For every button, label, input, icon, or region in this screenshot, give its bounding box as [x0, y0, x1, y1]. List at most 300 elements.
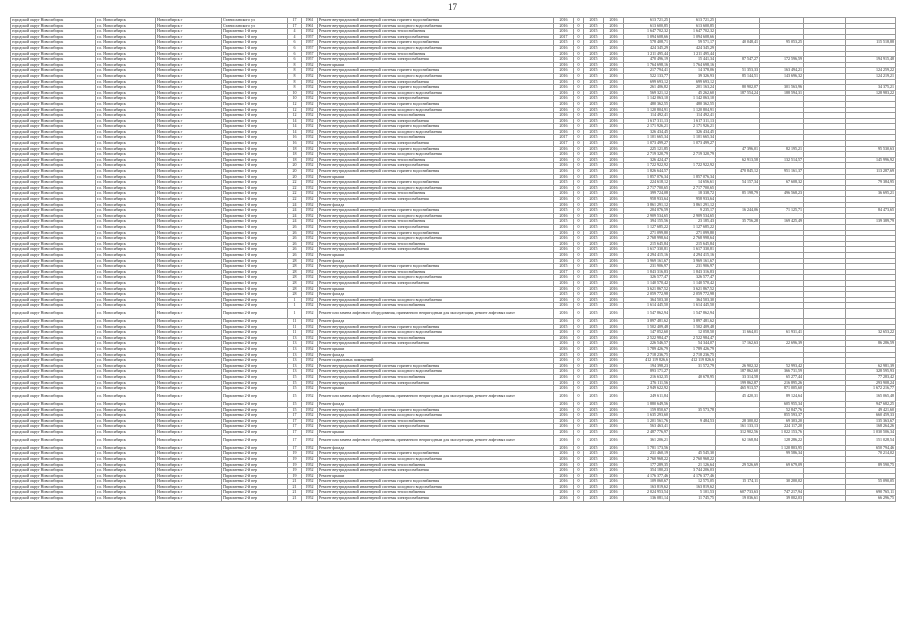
table-cell-year_plan: 2015 [584, 146, 604, 152]
table-cell-unit: 0 [574, 456, 584, 462]
table-cell-unit: 0 [574, 197, 584, 203]
table-cell-work_type: Ремонт фасада [318, 258, 554, 264]
table-cell-sum_e: 32 653,22 [846, 330, 896, 336]
table-cell-sum_total: 1 647 702,32 [624, 29, 670, 35]
table-cell-year_from: 2016 [554, 236, 574, 242]
table-cell-built: 1952 [302, 129, 318, 135]
table-cell-year_from: 2016 [554, 113, 574, 119]
table-cell-sum_total: 271 099,80 [624, 230, 670, 236]
table-cell-settlement: г.о. Новосибирск [96, 407, 156, 413]
table-cell-work_type: Ремонт внутридомовой инженерной системы теплоснабжения [318, 29, 554, 35]
table-cell-year_plan: 2015 [584, 124, 604, 130]
table-cell-unit: 0 [574, 45, 584, 51]
table-cell-municipality: городской округ Новосибирск [11, 169, 96, 175]
table-cell-sum_total: 163 819,62 [624, 484, 670, 490]
table-cell-work_type: Ремонт внутридомовой инженерной системы горячего водоснабжения [318, 146, 554, 152]
table-cell-year_to: 2016 [604, 391, 624, 401]
table-cell-year_plan: 2015 [584, 180, 604, 186]
table-cell-sum_total: 4 176 377,46 [624, 473, 670, 479]
table-cell-sum_e: 70 214,02 [846, 451, 896, 457]
table-cell-settlement: г.о. Новосибирск [96, 34, 156, 40]
table-cell-work_type: Ремонт внутридомовой инженерной системы горячего водоснабжения [318, 208, 554, 214]
table-cell-year_to: 2016 [604, 197, 624, 203]
table-cell-settlement: г.о. Новосибирск [96, 96, 156, 102]
table-cell-unit: 0 [574, 252, 584, 258]
table-cell-locality: Новосибирск г [156, 141, 222, 147]
table-cell-sum_c: 224 117,20 [760, 424, 804, 430]
table-cell-house: 17 [288, 418, 302, 424]
table-cell-house: 17 [288, 424, 302, 430]
table-cell-locality: Новосибирск г [156, 330, 222, 336]
table-cell-sum_total: 1 547 862,94 [624, 308, 670, 318]
table-cell-work_type: Ремонт фасада [318, 319, 554, 325]
table-cell-sum_c: 132 514,57 [760, 157, 804, 163]
table-cell-year_from: 2016 [554, 213, 574, 219]
table-cell-built: 1952 [302, 391, 318, 401]
table-cell-sum_e: 650 794,46 [846, 445, 896, 451]
table-cell-built: 1952 [302, 208, 318, 214]
table-cell-sum_c: 61 931,41 [760, 330, 804, 336]
table-cell-sum_e: 34 375,21 [846, 85, 896, 91]
table-cell-house: 22 [288, 197, 302, 203]
table-cell-sum_a: 364 503,30 [670, 297, 716, 303]
table-cell-year_from: 2016 [554, 369, 574, 375]
table-cell-year_from: 2016 [554, 468, 574, 474]
table-cell-work_type: Ремонт внутридомовой инженерной системы теплоснабжения [318, 418, 554, 424]
table-cell-built: 1952 [302, 258, 318, 264]
table-cell-year_from: 2017 [554, 34, 574, 40]
table-cell-unit: 0 [574, 308, 584, 318]
table-cell-sum_a: 18 338,72 [670, 191, 716, 197]
table-cell-house: 13 [288, 369, 302, 375]
table-cell-sum_a: 958 933,64 [670, 197, 716, 203]
table-cell-work_type: Ремонт внутридомовой инженерной системы теплоснабжения [318, 191, 554, 197]
table-cell-municipality: городской округ Новосибирск [11, 413, 96, 419]
table-cell-year_to: 2016 [604, 57, 624, 63]
table-cell-work_type: Ремонт внутридомовой инженерной системы электроснабжения [318, 57, 554, 63]
table-cell-sum_c: 301 563,96 [760, 85, 804, 91]
table-cell-sum_c: 188 594,31 [760, 90, 804, 96]
table-cell-year_from: 2016 [554, 429, 574, 435]
table-cell-house: 24 [288, 208, 302, 214]
table-cell-sum_total: 1 764 698,16 [624, 62, 670, 68]
table-cell-year_plan: 2015 [584, 169, 604, 175]
table-cell-sum_b: 187 554,24 [716, 90, 760, 96]
table-cell-locality: Новосибирск г [156, 341, 222, 347]
table-cell-settlement: г.о. Новосибирск [96, 335, 156, 341]
table-cell-street: Пархоменко 1-й пер [222, 280, 288, 286]
table-cell-street: Пархоменко 1-й пер [222, 113, 288, 119]
table-cell-street: Пархоменко 2-й пер [222, 451, 288, 457]
table-cell-work_type: Ремонт внутридомовой инженерной системы горячего водоснабжения [318, 101, 554, 107]
table-cell-unit: 0 [574, 124, 584, 130]
table-cell-work_type: Ремонт внутридомовой инженерной системы теплоснабжения [318, 462, 554, 468]
table-cell-settlement: г.о. Новосибирск [96, 57, 156, 63]
table-cell-sum_a: 23 185,43 [670, 219, 716, 225]
table-cell-street: Пархоменко 2-й пер [222, 375, 288, 381]
table-cell-sum_a: 1 647 702,32 [670, 29, 716, 35]
table-cell-work_type: Ремонт внутридомовой инженерной системы холодного водоснабжения [318, 369, 554, 375]
table-cell-unit: 0 [574, 230, 584, 236]
table-cell-sum_total: 1 617 311,13 [624, 118, 670, 124]
table-cell-year_from: 2015 [554, 352, 574, 358]
table-cell-year_from: 2016 [554, 152, 574, 158]
table-cell-year_from: 2017 [554, 141, 574, 147]
table-cell-settlement: г.о. Новосибирск [96, 202, 156, 208]
table-cell-sum_a: 480 362,55 [670, 101, 716, 107]
table-cell-street: Пархоменко 1-й пер [222, 68, 288, 74]
table-cell-built: 1952 [302, 375, 318, 381]
table-cell-built: 1957 [302, 51, 318, 57]
table-cell-unit: 0 [574, 380, 584, 386]
table-cell-settlement: г.о. Новосибирск [96, 363, 156, 369]
table-cell-settlement: г.о. Новосибирск [96, 191, 156, 197]
table-cell-municipality: городской округ Новосибирск [11, 174, 96, 180]
table-cell-year_from: 2016 [554, 473, 574, 479]
table-cell-year_to: 2016 [604, 202, 624, 208]
table-cell-year_to: 2016 [604, 45, 624, 51]
table-cell-year_from: 2016 [554, 375, 574, 381]
table-cell-year_to: 2016 [604, 247, 624, 253]
table-cell-locality: Новосибирск г [156, 308, 222, 318]
table-cell-house: 13 [288, 341, 302, 347]
table-cell-year_from: 2016 [554, 386, 574, 392]
table-cell-year_plan: 2015 [584, 435, 604, 445]
table-cell-built: 1952 [302, 141, 318, 147]
table-cell-locality: Новосибирск г [156, 347, 222, 353]
table-cell-sum_a: 163 819,62 [670, 484, 716, 490]
table-cell-sum_b: 54 157,34 [716, 180, 760, 186]
table-cell-sum_c: 169 425,49 [760, 219, 804, 225]
table-cell-settlement: г.о. Новосибирск [96, 386, 156, 392]
table-cell-built: 1952 [302, 380, 318, 386]
table-cell-sum_total: 1 843 316,83 [624, 269, 670, 275]
table-cell-year_plan: 2015 [584, 202, 604, 208]
table-cell-sum_b: 11 664,01 [716, 330, 760, 336]
table-cell-locality: Новосибирск г [156, 29, 222, 35]
table-cell-locality: Новосибирск г [156, 375, 222, 381]
table-cell-sum_a: 45 262,60 [670, 90, 716, 96]
table-cell-unit: 0 [574, 135, 584, 141]
table-cell-built: 1952 [302, 401, 318, 407]
table-cell-settlement: г.о. Новосибирск [96, 174, 156, 180]
table-cell-year_from: 2016 [554, 96, 574, 102]
table-cell-settlement: г.о. Новосибирск [96, 456, 156, 462]
table-cell-year_from: 2016 [554, 185, 574, 191]
table-cell-street: Пархоменко 2-й пер [222, 308, 288, 318]
table-cell-street: Пархоменко 1-й пер [222, 141, 288, 147]
table-cell-locality: Новосибирск г [156, 468, 222, 474]
table-cell-unit: 0 [574, 280, 584, 286]
table-cell-work_type: Ремонт внутридомовой инженерной системы электроснабжения [318, 197, 554, 203]
table-cell-year_from: 2016 [554, 224, 574, 230]
table-cell-sum_total: 1 142 063,10 [624, 96, 670, 102]
table-cell-street: Пархоменко 1-й пер [222, 79, 288, 85]
table-cell-sum_b: 161 133,13 [716, 424, 760, 430]
table-cell-year_to: 2016 [604, 292, 624, 298]
table-cell-sum_a: 12 575,05 [670, 479, 716, 485]
table-cell-year_from: 2016 [554, 51, 574, 57]
table-cell-sum_c: 71 125,71 [760, 208, 804, 214]
table-cell-unit: 0 [574, 208, 584, 214]
table-cell-settlement: г.о. Новосибирск [96, 391, 156, 401]
table-cell-sum_e: 293 908,24 [846, 380, 896, 386]
table-cell-settlement: г.о. Новосибирск [96, 473, 156, 479]
table-cell-municipality: городской округ Новосибирск [11, 73, 96, 79]
table-cell-sum_a: 424 345,29 [670, 45, 716, 51]
table-cell-year_to: 2016 [604, 303, 624, 309]
table-cell-year_from: 2016 [554, 45, 574, 51]
table-cell-sum_d [804, 308, 846, 318]
table-cell-sum_a: 1 120 804,91 [670, 107, 716, 113]
table-cell-year_to: 2016 [604, 96, 624, 102]
table-cell-unit: 0 [574, 386, 584, 392]
table-cell-year_from: 2016 [554, 68, 574, 74]
table-cell-locality: Новосибирск г [156, 124, 222, 130]
table-cell-year_from: 2016 [554, 280, 574, 286]
table-cell-built: 1952 [302, 275, 318, 281]
table-cell-locality: Новосибирск г [156, 363, 222, 369]
table-cell-sum_a: 1 073 499,27 [670, 141, 716, 147]
table-cell-house: 20 [288, 163, 302, 169]
table-cell-year_from: 2016 [554, 363, 574, 369]
table-cell-built: 1952 [302, 118, 318, 124]
table-cell-municipality: городской округ Новосибирск [11, 152, 96, 158]
table-cell-municipality: городской округ Новосибирск [11, 96, 96, 102]
table-cell-sum_total: 3 861 291,12 [624, 202, 670, 208]
table-cell-locality: Новосибирск г [156, 236, 222, 242]
table-cell-sum_b: 62 168,84 [716, 435, 760, 445]
table-cell-locality: Новосибирск г [156, 129, 222, 135]
table-cell-work_type: Ремонт фасада [318, 202, 554, 208]
table-cell-house: 10 [288, 96, 302, 102]
table-cell-municipality: городской округ Новосибирск [11, 230, 96, 236]
table-cell-unit: 0 [574, 269, 584, 275]
table-cell-locality: Новосибирск г [156, 157, 222, 163]
table-cell-year_from: 2016 [554, 391, 574, 401]
table-cell-street: Пархоменко 1-й пер [222, 135, 288, 141]
table-cell-house: 13 [288, 352, 302, 358]
table-cell-locality: Новосибирск г [156, 213, 222, 219]
table-cell-house: 17 [288, 435, 302, 445]
table-cell-work_type: Ремонт крыши [318, 286, 554, 292]
table-cell-unit: 0 [574, 490, 584, 496]
table-cell-municipality: городской округ Новосибирск [11, 490, 96, 496]
table-cell-year_to: 2016 [604, 451, 624, 457]
table-cell-work_type: Ремонт крыши [318, 386, 554, 392]
table-cell-sum_total: 394 155,56 [624, 219, 670, 225]
table-cell-year_to: 2016 [604, 107, 624, 113]
table-cell-settlement: г.о. Новосибирск [96, 236, 156, 242]
table-cell-locality: Новосибирск г [156, 57, 222, 63]
table-cell-sum_a: 14 378,06 [670, 68, 716, 74]
table-cell-locality: Новосибирск г [156, 418, 222, 424]
table-cell-settlement: г.о. Новосибирск [96, 79, 156, 85]
table-cell-year_from: 2016 [554, 496, 574, 502]
table-cell-built: 1952 [302, 152, 318, 158]
table-cell-sum_c: 52 993,42 [760, 363, 804, 369]
table-cell-locality: Новосибирск г [156, 34, 222, 40]
table-cell-sum_b: 85 144,51 [716, 73, 760, 79]
table-cell-year_plan: 2015 [584, 386, 604, 392]
table-cell-sum_e: 947 682,25 [846, 401, 896, 407]
table-cell-street: Пархоменко 1-й пер [222, 286, 288, 292]
table-cell-street: Пархоменко 1-й пер [222, 157, 288, 163]
table-cell-settlement: г.о. Новосибирск [96, 113, 156, 119]
table-cell-sum_b: 16 244,06 [716, 208, 760, 214]
table-cell-year_from: 2015 [554, 208, 574, 214]
table-cell-sum_total: 893 171,27 [624, 369, 670, 375]
table-cell-year_from: 2015 [554, 219, 574, 225]
table-cell-sum_total: 1 127 685,22 [624, 224, 670, 230]
table-cell-year_to: 2016 [604, 68, 624, 74]
table-cell-work_type: Ремонт крыши [318, 174, 554, 180]
table-cell-sum_b: 607 733,63 [716, 490, 760, 496]
table-cell-locality: Новосибирск г [156, 185, 222, 191]
table-cell-unit: 0 [574, 57, 584, 63]
table-cell-year_to: 2016 [604, 484, 624, 490]
table-cell-sum_b: 87 547,27 [716, 57, 760, 63]
table-cell-built: 1952 [302, 445, 318, 451]
table-cell-year_from: 2016 [554, 451, 574, 457]
table-cell-sum_c: 143 696,32 [760, 73, 804, 79]
table-cell-street: Пархоменко 2-й пер [222, 330, 288, 336]
table-cell-locality: Новосибирск г [156, 473, 222, 479]
table-cell-sum_b: 19 036,61 [716, 496, 760, 502]
table-cell-street: Пархоменко 1-й пер [222, 197, 288, 203]
table-cell-sum_e: 660 459,33 [846, 413, 896, 419]
table-cell-municipality: городской округ Новосибирск [11, 129, 96, 135]
table-cell-street: Пархоменко 1-й пер [222, 85, 288, 91]
table-cell-work_type: Ремонт внутридомовой инженерной системы теплоснабжения [318, 269, 554, 275]
table-cell-year_to: 2016 [604, 297, 624, 303]
table-cell-year_plan: 2015 [584, 479, 604, 485]
table-cell-built: 1952 [302, 303, 318, 309]
table-cell-locality: Новосибирск г [156, 386, 222, 392]
table-cell-locality: Новосибирск г [156, 424, 222, 430]
table-cell-sum_total: 147 052,60 [624, 330, 670, 336]
table-cell-locality: Новосибирск г [156, 152, 222, 158]
table-cell-sum_total: 109 060,67 [624, 479, 670, 485]
table-cell-house: 19 [288, 462, 302, 468]
table-cell-built: 1952 [302, 224, 318, 230]
table-cell-year_from: 2016 [554, 418, 574, 424]
table-cell-year_from: 2016 [554, 445, 574, 451]
table-cell-house: 6 [288, 40, 302, 46]
table-cell-locality: Новосибирск г [156, 107, 222, 113]
table-cell-sum_total: 215 645,84 [624, 241, 670, 247]
table-cell-year_plan: 2015 [584, 269, 604, 275]
table-cell-year_to: 2016 [604, 418, 624, 424]
table-cell-house: 8 [288, 73, 302, 79]
table-cell-street: Пархоменко 2-й пер [222, 391, 288, 401]
table-cell-sum_a: 59 571,17 [670, 40, 716, 46]
table-cell-street: Пархоменко 1-й пер [222, 169, 288, 175]
table-cell-municipality: городской округ Новосибирск [11, 241, 96, 247]
table-cell-year_to: 2016 [604, 386, 624, 392]
table-cell-unit: 0 [574, 236, 584, 242]
table-cell-unit: 0 [574, 413, 584, 419]
table-cell-municipality: городской округ Новосибирск [11, 308, 96, 318]
table-cell-year_plan: 2015 [584, 34, 604, 40]
table-cell-street: Пархоменко 1-й пер [222, 129, 288, 135]
table-cell-settlement: г.о. Новосибирск [96, 135, 156, 141]
table-cell-sum_a: 1 142 063,10 [670, 96, 716, 102]
table-cell-locality: Новосибирск г [156, 258, 222, 264]
table-cell-sum_total: 399 724,08 [624, 191, 670, 197]
table-cell-work_type: Ремонт внутридомовой инженерной системы холодного водоснабжения [318, 73, 554, 79]
table-cell-year_plan: 2015 [584, 230, 604, 236]
repair-register-table [10, 17, 896, 502]
table-cell-year_to: 2016 [604, 191, 624, 197]
table-cell-locality: Новосибирск г [156, 303, 222, 309]
table-row [11, 496, 896, 502]
table-cell-unit: 0 [574, 146, 584, 152]
table-cell-sum_a: 15 441,34 [670, 57, 716, 63]
table-cell-sum_b: 45 420,31 [716, 391, 760, 401]
table-cell-year_plan: 2015 [584, 341, 604, 347]
table-cell-built: 1952 [302, 213, 318, 219]
table-cell-year_plan: 2015 [584, 462, 604, 468]
table-cell-sum_e: 165 065,48 [846, 391, 896, 401]
table-cell-house: 17 [288, 413, 302, 419]
table-cell-year_to: 2016 [604, 169, 624, 175]
table-cell-settlement: г.о. Новосибирск [96, 141, 156, 147]
table-cell-municipality: городской округ Новосибирск [11, 286, 96, 292]
table-cell-unit: 0 [574, 363, 584, 369]
table-cell-municipality: городской округ Новосибирск [11, 113, 96, 119]
table-cell-locality: Новосибирск г [156, 135, 222, 141]
table-cell-house: 13 [288, 335, 302, 341]
table-cell-year_from: 2016 [554, 258, 574, 264]
table-cell-municipality: городской округ Новосибирск [11, 29, 96, 35]
table-cell-settlement: г.о. Новосибирск [96, 280, 156, 286]
table-cell-unit: 0 [574, 297, 584, 303]
table-cell-built: 1952 [302, 68, 318, 74]
table-cell-year_to: 2016 [604, 275, 624, 281]
table-cell-sum_total: 613 721,25 [624, 18, 670, 24]
table-cell-year_to: 2016 [604, 208, 624, 214]
table-cell-locality: Новосибирск г [156, 73, 222, 79]
table-cell-built: 1952 [302, 335, 318, 341]
table-cell-year_from: 2016 [554, 90, 574, 96]
table-cell-municipality: городской округ Новосибирск [11, 135, 96, 141]
table-cell-year_plan: 2015 [584, 185, 604, 191]
table-cell-unit: 0 [574, 191, 584, 197]
table-cell-settlement: г.о. Новосибирск [96, 230, 156, 236]
table-cell-work_type: Ремонт внутридомовой инженерной системы электроснабжения [318, 34, 554, 40]
table-cell-municipality: городской округ Новосибирск [11, 335, 96, 341]
table-cell-work_type: Ремонт внутридомовой инженерной системы горячего водоснабжения [318, 230, 554, 236]
table-cell-sum_e: 55 090,05 [846, 479, 896, 485]
table-cell-municipality: городской округ Новосибирск [11, 45, 96, 51]
table-cell-unit: 0 [574, 79, 584, 85]
table-cell-sum_a: 1 094 608,66 [670, 34, 716, 40]
table-cell-built: 1952 [302, 308, 318, 318]
table-cell-unit: 0 [574, 330, 584, 336]
table-cell-settlement: г.о. Новосибирск [96, 180, 156, 186]
table-cell-built: 1952 [302, 369, 318, 375]
table-cell-sum_total: 424 345,29 [624, 45, 670, 51]
table-cell-sum_a: 699 693,12 [670, 79, 716, 85]
table-cell-sum_a: 2 717 700,65 [670, 185, 716, 191]
table-cell-sum_c: 52 847,76 [760, 407, 804, 413]
table-cell-year_to: 2016 [604, 456, 624, 462]
table-cell-sum_c: 39 002,03 [760, 496, 804, 502]
table-cell-sum_a: 31 572,79 [670, 363, 716, 369]
table-cell-year_to: 2016 [604, 490, 624, 496]
table-cell-unit: 0 [574, 473, 584, 479]
